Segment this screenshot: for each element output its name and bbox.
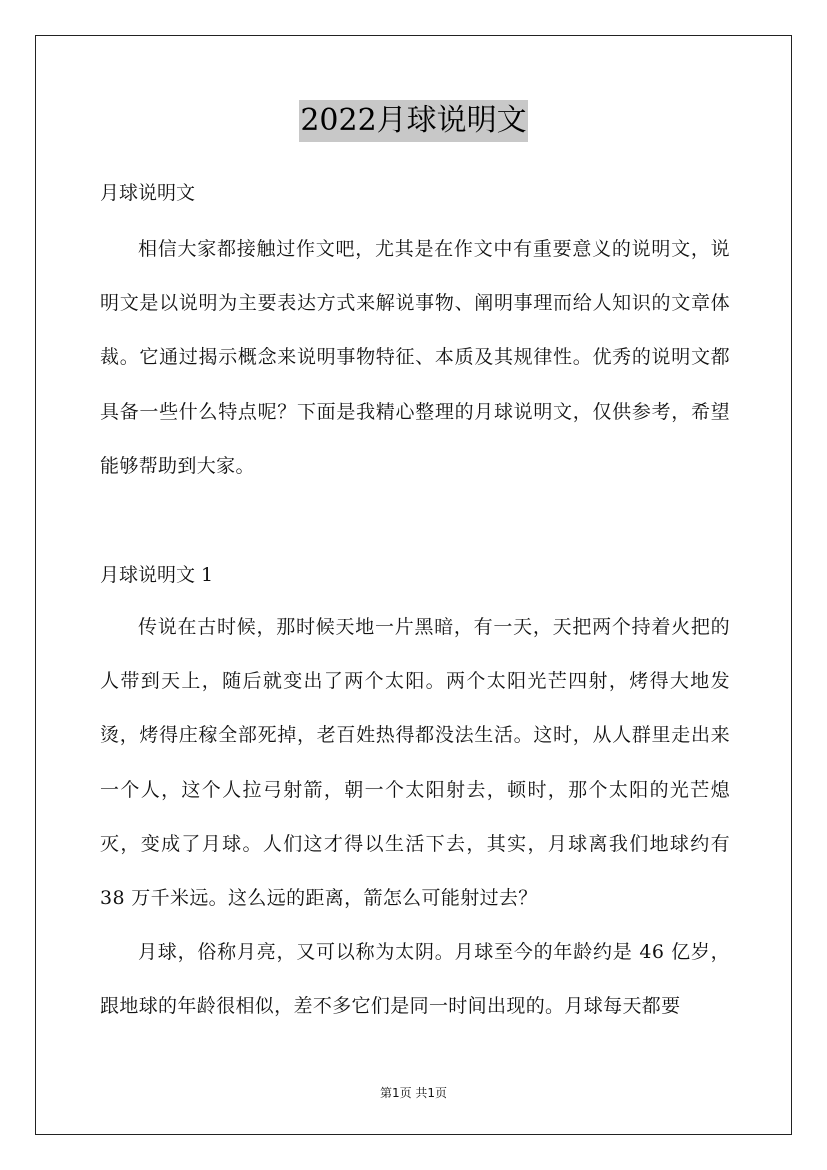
page-footer: 第1页 共1页 bbox=[379, 1086, 448, 1100]
body-paragraph-legend: 传说在古时候，那时候天地一片黑暗，有一天，天把两个持着火把的人带到天上，随后就变出了两个太阳。两个太阳光芒四射，烤得大地发烫，烤得庄稼全部死掉，老百姓热得都没法生活。这时，从人群里走出来一个人，这个人拉弓射箭，朝一个太阳射去，顿时，那个太阳的光芒熄灭，变成了月球。人们这才得以生活下去，其实，月球离我们地球约有 38 万千米远。这么远的距离，箭怎么可能射过去？ bbox=[100, 616, 730, 910]
section-heading-intro: 月球说明文 bbox=[100, 182, 196, 204]
intro-paragraph: 相信大家都接触过作文吧，尤其是在作文中有重要意义的说明文，说明文是以说明为主要表达方式来解说事物、阐明事理而给人知识的文章体裁。它通过揭示概念来说明事物特征、本质及其规律性。优秀的说明文都具备一些什么特点呢？下面是我精心整理的月球说明文，仅供参考，希望能够帮助到大家。 bbox=[100, 238, 730, 477]
document-title: 2022月球说明文 bbox=[299, 100, 527, 142]
section-heading-1: 月球说明文 1 bbox=[100, 564, 214, 586]
title-container bbox=[0, 100, 827, 142]
body-paragraph-moon-age: 月球，俗称月亮，又可以称为太阴。月球至今的年龄约是 46 亿岁，跟地球的年龄很相似，差不多它们是同一时间出现的。月球每天都要 bbox=[100, 941, 730, 1018]
